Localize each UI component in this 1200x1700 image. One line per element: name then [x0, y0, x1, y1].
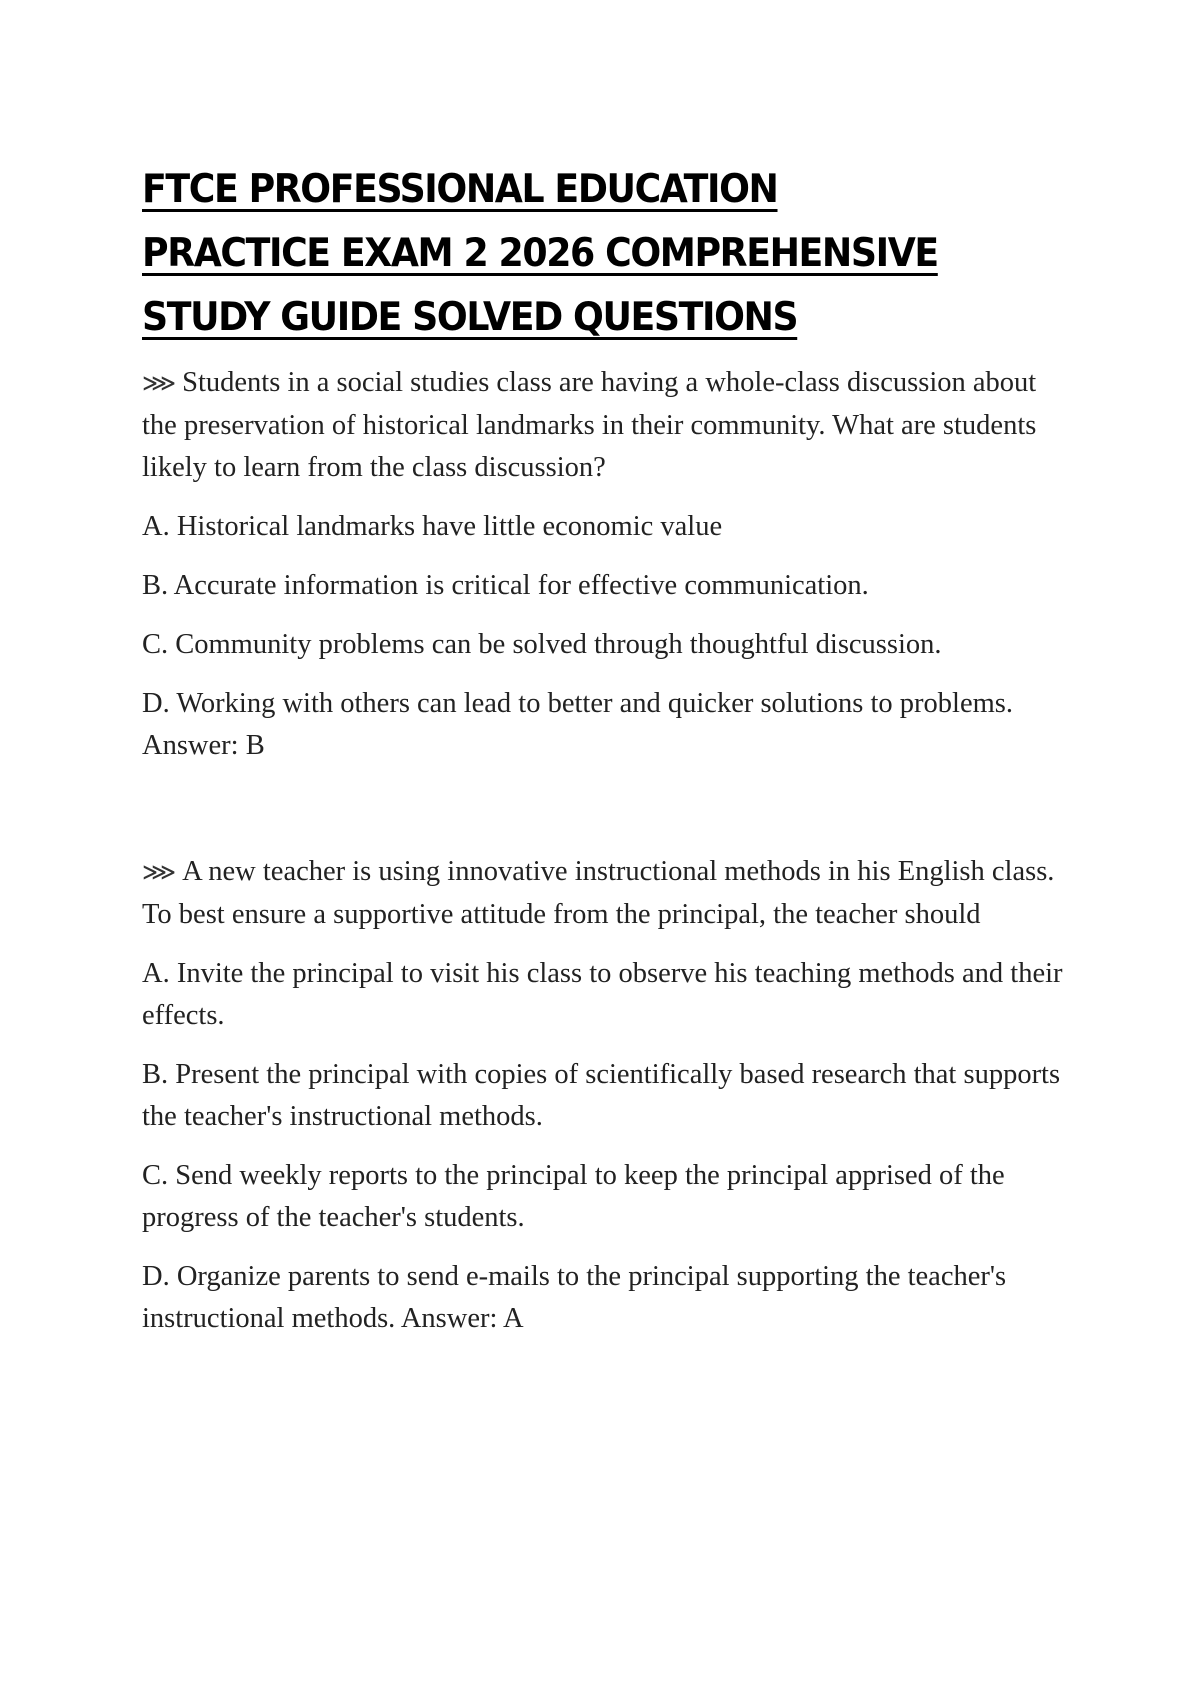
- option-d: D. Working with others can lead to better and quicker solutions to problems. Answer: B: [142, 688, 1014, 761]
- question-stem: [142, 851, 1077, 936]
- question-2: [142, 851, 1077, 1357]
- question-text: A new teacher is using innovative instructional methods in his English class. To best ensure a supportive attitude from the principal, the teacher should: [142, 856, 1055, 930]
- option-c: C. Community problems can be solved through thoughtful discussion.: [142, 629, 942, 660]
- title-line: PRACTICE EXAM 2 2026 COMPREHENSIVE: [142, 231, 938, 276]
- title-line: FTCE PROFESSIONAL EDUCATION: [142, 167, 778, 212]
- arrow-bullet-icon: ⋙: [142, 860, 177, 886]
- question-stem: [142, 362, 1077, 489]
- title-line: STUDY GUIDE SOLVED QUESTIONS: [142, 295, 798, 340]
- option-c: C. Send weekly reports to the principal to keep the principal apprised of the progress of the teacher's students.: [142, 1160, 1005, 1233]
- option-d: D. Organize parents to send e-mails to the principal supporting the teacher's instructional methods. Answer: A: [142, 1261, 1007, 1334]
- arrow-bullet-icon: ⋙: [142, 371, 177, 397]
- document-title: [142, 158, 998, 350]
- option-a: A. Invite the principal to visit his class to observe his teaching methods and their effects.: [142, 958, 1063, 1031]
- option-b: B. Present the principal with copies of scientifically based research that supports the teacher's instructional methods.: [142, 1059, 1061, 1132]
- option-a: A. Historical landmarks have little economic value: [142, 511, 723, 542]
- option-b: B. Accurate information is critical for effective communication.: [142, 570, 869, 601]
- question-1: [142, 362, 1077, 784]
- question-text: Students in a social studies class are having a whole-class discussion about the preservation of historical landmarks in their community. What are students likely to learn from the class discussion?: [142, 367, 1037, 483]
